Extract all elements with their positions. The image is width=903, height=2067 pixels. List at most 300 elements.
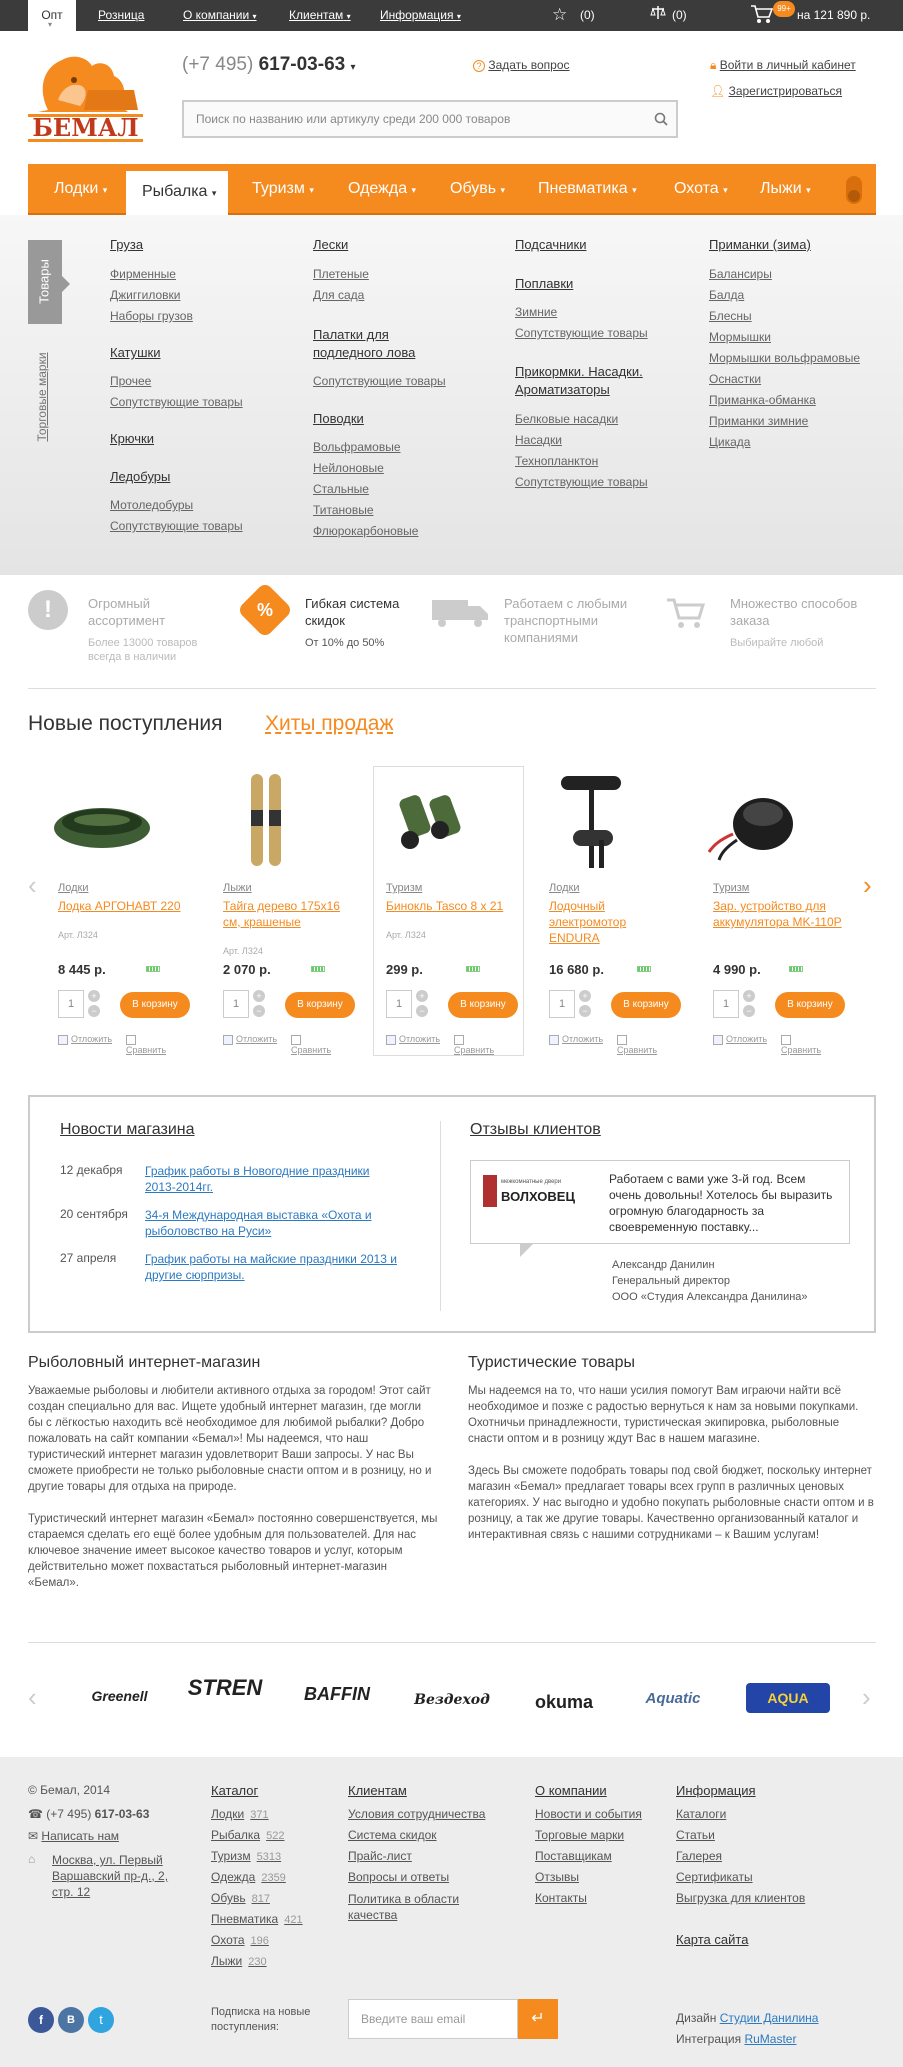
logo[interactable]	[28, 50, 143, 142]
chevron-down-icon: ▾	[723, 185, 728, 195]
dd-item[interactable]: Балансиры	[709, 267, 772, 281]
news-link[interactable]: График работы в Новогодние праздники 2013-2014гг.	[145, 1164, 370, 1194]
product-price: 8 445 р.	[58, 962, 106, 977]
stock-indicator	[466, 966, 480, 972]
scales-icon[interactable]	[650, 4, 666, 22]
catalog-name: Рыбалка	[211, 1828, 261, 1842]
dd-item[interactable]: Мормышки	[709, 330, 771, 344]
postpone-checkbox[interactable]	[58, 1034, 112, 1045]
qty-minus-button[interactable]: −	[579, 1005, 591, 1017]
dd-item[interactable]: Сопутствующие товары	[110, 519, 243, 533]
postpone-label: Отложить	[71, 1034, 113, 1044]
compare-checkbox[interactable]	[454, 1034, 504, 1055]
footer-catalog-item[interactable]	[211, 1849, 281, 1863]
checkbox-icon	[549, 1035, 559, 1045]
news-title[interactable]: Новости магазина	[60, 1121, 195, 1138]
compare-count: (0)	[672, 8, 687, 22]
feature-title: Гибкая система скидок	[305, 596, 400, 628]
dd-group-lines[interactable]: Лески	[313, 237, 349, 252]
brands-next-icon[interactable]: ›	[862, 1682, 871, 1712]
add-to-cart-button[interactable]: В корзину	[448, 992, 518, 1018]
chevron-down-icon: ▾	[411, 185, 417, 195]
checkbox-icon	[617, 1035, 627, 1045]
qty-plus-button[interactable]: +	[88, 990, 100, 1002]
menu-info[interactable]	[380, 8, 461, 22]
qty-minus-button[interactable]: −	[743, 1005, 755, 1017]
sitemap-link[interactable]: Карта сайта	[676, 1932, 749, 1947]
phone-code: (+7 495)	[182, 54, 254, 75]
dd-item[interactable]: Сопутствующие товары	[110, 395, 243, 409]
about-fishing-p2: Туристический интернет магазин «Бемал» постоянно совершенствуется, мы стараемся сделать его ещё более удобным для пользователей. Для нас ключевое значение имеет высокое качество товаров и услуг, которым действительно может похвастаться рыболовный интернет-магазин «Бемал».	[28, 1513, 438, 1589]
nav-item-label: Рыбалка	[142, 183, 208, 200]
tab-opt[interactable]	[28, 0, 76, 31]
footer-catalog-item[interactable]	[211, 1954, 267, 1968]
dd-item[interactable]: Белковые насадки	[515, 412, 619, 426]
product-price: 16 680 р.	[549, 962, 604, 977]
nav-item-tourism[interactable]	[252, 180, 314, 198]
cart-icon	[665, 596, 705, 630]
postpone-checkbox[interactable]	[713, 1034, 767, 1045]
compare-checkbox[interactable]	[781, 1034, 831, 1055]
dd-group-landing-nets[interactable]: Подсачники	[515, 237, 587, 252]
compare-label: Сравнить	[126, 1044, 167, 1055]
footer	[0, 1757, 903, 2067]
footer-info-item[interactable]: Сертификаты	[676, 1870, 753, 1884]
brand-logo[interactable]: BAFFIN	[304, 1684, 370, 1704]
catalog-count: 5313	[256, 1851, 282, 1863]
dd-item[interactable]: Цикада	[709, 435, 751, 449]
product-article: Арт. Л324	[223, 946, 263, 956]
dd-item[interactable]: Прочее	[110, 374, 152, 388]
dd-group-baits-l1[interactable]: Прикормки. Насадки.	[515, 364, 643, 379]
phone-icon: ☎	[28, 1807, 43, 1821]
dd-item[interactable]: Оснастки	[709, 372, 762, 386]
nav-item-label: Лодки	[54, 180, 99, 197]
product-card[interactable]	[683, 770, 842, 1060]
cart-icon[interactable]	[750, 3, 774, 25]
qty-plus-button[interactable]: +	[253, 990, 265, 1002]
chevron-down-icon: ▾	[632, 185, 637, 195]
favorites-count: (0)	[580, 8, 595, 22]
product-name[interactable]: Зар. устройство для аккумулятора MK-110P	[713, 899, 842, 929]
footer-info-item[interactable]: Каталоги	[676, 1807, 727, 1821]
qty-plus-button[interactable]: +	[743, 990, 755, 1002]
dd-group-floats[interactable]: Поплавки	[515, 276, 574, 291]
product-price: 4 990 р.	[713, 962, 761, 977]
dd-item[interactable]: Наборы грузов	[110, 309, 193, 323]
menu-about-label: О компании	[183, 8, 250, 22]
add-to-cart-button[interactable]: В корзину	[611, 992, 681, 1018]
postpone-label: Отложить	[236, 1034, 278, 1044]
catalog-count: 817	[251, 1893, 270, 1905]
postpone-label: Отложить	[399, 1034, 441, 1044]
about-tourism	[468, 1355, 878, 1543]
top-bar	[0, 0, 903, 31]
cart-total[interactable]: на 121 890 р.	[797, 8, 871, 22]
nav-item-skis[interactable]	[760, 180, 811, 198]
vtab-brands-label: Торговые марки	[35, 352, 49, 442]
about-tourism-p1: Мы надеемся на то, что наши усилия помогут Вам играючи найти всё необходимое и позже с радостью вернуться к нам за новыми покупками. Охотничьи принадлежности, туристическая экипировка, рыболовные снасти оптом и в розницу ждут Вас в нашем магазине.	[468, 1385, 859, 1445]
register-link[interactable]	[710, 84, 842, 98]
dd-item[interactable]: Джиггиловки	[110, 288, 181, 302]
about-fishing-title: Рыболовный интернет-магазин	[28, 1354, 261, 1371]
checkbox-icon	[58, 1035, 68, 1045]
review-bubble	[470, 1160, 850, 1244]
nav-item-label: Охота	[674, 180, 719, 197]
truck-icon	[432, 598, 488, 628]
tab-opt-label: Опт	[41, 8, 63, 22]
dd-item[interactable]: Сопутствующие товары	[515, 326, 648, 340]
footer-info-item[interactable]: Статьи	[676, 1828, 715, 1842]
lock-icon: 🔒︎	[710, 58, 717, 72]
star-icon[interactable]: ☆	[552, 5, 568, 24]
write-us-link[interactable]	[28, 1829, 119, 1843]
about-fishing	[28, 1355, 438, 1591]
product-card[interactable]	[28, 770, 181, 1060]
footer-company-item[interactable]: Поставщикам	[535, 1849, 612, 1863]
nav-item-label: Лыжи	[760, 180, 802, 197]
feature-title: Огромный ассортимент	[88, 596, 166, 628]
volhovets-logo-icon	[483, 1175, 497, 1207]
catalog-name: Туризм	[211, 1849, 251, 1863]
checkbox-icon	[454, 1035, 464, 1045]
postpone-label: Отложить	[562, 1034, 604, 1044]
checkbox-icon	[126, 1035, 136, 1045]
design-label: Дизайн	[676, 2011, 717, 2025]
catalog-count: 421	[284, 1914, 303, 1926]
quantity-input[interactable]: 1	[58, 990, 84, 1018]
copyright: © Бемал, 2014	[28, 1783, 111, 1797]
chevron-down-icon: ▾	[346, 12, 351, 21]
logo-small-text: межкомнатные двери	[501, 1179, 562, 1185]
dd-group-icedrills[interactable]: Ледобуры	[110, 469, 171, 484]
dd-item[interactable]: Мотоледобуры	[110, 498, 194, 512]
brand-logo[interactable]: Aquatic	[645, 1690, 701, 1707]
compare-checkbox[interactable]	[126, 1034, 176, 1055]
brand-logo[interactable]: Вездеход	[414, 1692, 490, 1708]
about-tourism-p2: Здесь Вы сможете подобрать товары под свой бюджет, поскольку интернет магазин «Бемал» предлагает товары всех групп в различных ценовых категориях. У нас выгодно и удобно покупать рыболовные снасти оптом и в розницу, а так же другие товары. Качественно организованный каталог и интерактивная связь с нашими сотрудниками – к Вашим услугам!	[468, 1465, 874, 1541]
dd-item[interactable]: Насадки	[515, 433, 562, 447]
qty-minus-button[interactable]: −	[253, 1005, 265, 1017]
product-name[interactable]: Лодка АРГОНАВТ 220	[58, 899, 181, 913]
product-category[interactable]: Лодки	[549, 882, 580, 894]
footer-company-item[interactable]: Контакты	[535, 1891, 587, 1905]
dd-item[interactable]: Зимние	[515, 305, 558, 319]
charger-image	[703, 770, 811, 870]
dd-item[interactable]: Технопланктон	[515, 454, 599, 468]
feature-sub: Выбирайте любой	[730, 637, 824, 649]
quantity-input[interactable]: 1	[713, 990, 739, 1018]
dd-group-lures-winter[interactable]: Приманки (зима)	[709, 237, 811, 252]
dd-group-leashes[interactable]: Поводки	[313, 411, 364, 426]
product-name[interactable]: Тайга дерево 175х16 см, крашеные	[223, 899, 340, 929]
dd-item[interactable]: Нейлоновые	[313, 461, 384, 475]
nav-toggle[interactable]	[846, 176, 862, 204]
footer-company-title[interactable]: О компании	[535, 1783, 607, 1798]
checkbox-icon	[223, 1035, 233, 1045]
tab-bestsellers[interactable]: Хиты продаж	[265, 712, 394, 735]
catalog-name: Обувь	[211, 1891, 246, 1905]
electric-motor-image	[539, 770, 647, 870]
product-article: Арт. Л324	[386, 930, 426, 940]
product-category[interactable]: Лыжи	[223, 882, 252, 894]
dd-item[interactable]: Балда	[709, 288, 745, 302]
product-category[interactable]: Туризм	[386, 882, 423, 894]
product-category[interactable]: Лодки	[58, 882, 89, 894]
dd-group-tents-l2[interactable]: подледного лова	[313, 345, 416, 360]
stock-indicator	[789, 966, 803, 972]
brands-prev-icon[interactable]: ‹	[28, 1682, 37, 1712]
catalog-count: 371	[250, 1809, 269, 1821]
integration-label: Интеграция	[676, 2032, 742, 2046]
news-link[interactable]: 34-я Международная выставка «Охота и рыболовство на Руси»	[145, 1208, 372, 1238]
tab-new-arrivals[interactable]: Новые поступления	[28, 712, 223, 735]
product-name[interactable]: Бинокль Tasco 8 х 21	[386, 899, 504, 913]
footer-catalog-item[interactable]	[211, 1807, 269, 1821]
feature-order-methods	[665, 590, 875, 660]
fishing-dropdown	[0, 215, 903, 575]
compare-checkbox[interactable]	[617, 1034, 667, 1055]
design-link[interactable]: Студии Данилина	[719, 2011, 819, 2025]
chevron-down-icon: ▾	[350, 62, 356, 73]
dd-item[interactable]: Титановые	[313, 503, 374, 517]
nav-item-fishing[interactable]	[126, 168, 228, 215]
footer-catalog-item[interactable]	[211, 1870, 286, 1884]
postpone-checkbox[interactable]	[549, 1034, 603, 1045]
footer-catalog-item[interactable]	[211, 1912, 303, 1926]
compare-label: Сравнить	[291, 1044, 332, 1055]
footer-phone[interactable]	[28, 1807, 149, 1821]
ask-question-link[interactable]	[473, 58, 570, 72]
question-icon: ?	[473, 60, 485, 72]
footer-clients-item[interactable]: Прайс-лист	[348, 1849, 412, 1863]
quantity-input[interactable]: 1	[223, 990, 249, 1018]
dd-item[interactable]: Плетеные	[313, 267, 369, 281]
menu-clients-label: Клиентам	[289, 8, 344, 22]
compare-checkbox[interactable]	[291, 1034, 341, 1055]
nav-item-clothes[interactable]	[348, 180, 416, 198]
footer-clients-item[interactable]: Вопросы и ответы	[348, 1870, 450, 1884]
stock-indicator	[637, 966, 651, 972]
qty-minus-button[interactable]: −	[416, 1005, 428, 1017]
footer-catalog-item[interactable]	[211, 1891, 270, 1905]
dd-item[interactable]: Мормышки вольфрамовые	[709, 351, 860, 365]
email-placeholder: Введите ваш email	[361, 2012, 466, 2026]
login-label: Войти в личный кабинет	[719, 58, 856, 72]
vtab-goods-label: Товары	[36, 259, 52, 304]
brand-logo[interactable]: AQUA	[746, 1683, 830, 1713]
feature-sub: Более 13000 товаров всегда в наличии	[88, 637, 198, 663]
search-icon[interactable]	[654, 112, 668, 126]
review-text: Работаем с вами уже 3-й год. Всем очень довольны! Хотелось бы выразить огромную благодарность за своевременную поставку...	[609, 1172, 833, 1234]
dd-item[interactable]: Фирменные	[110, 267, 176, 281]
vk-icon[interactable]: B	[58, 2007, 84, 2033]
footer-info-title[interactable]: Информация	[676, 1783, 756, 1798]
stock-indicator	[146, 966, 160, 972]
chevron-down-icon: ▾	[456, 12, 461, 21]
brand-logo[interactable]: STREN	[187, 1675, 263, 1700]
brand-logo[interactable]: okuma	[534, 1692, 594, 1712]
integration-link[interactable]: RuMaster	[744, 2032, 797, 2046]
menu-clients[interactable]	[289, 8, 351, 22]
postpone-checkbox[interactable]	[223, 1034, 277, 1045]
nav-item-shoes[interactable]	[450, 180, 505, 198]
quantity-input[interactable]: 1	[386, 990, 412, 1018]
dd-item[interactable]: Приманки зимние	[709, 414, 809, 428]
product-price: 299 р.	[386, 962, 423, 977]
boat-image	[48, 770, 156, 870]
binoculars-image	[376, 770, 484, 870]
nav-item-label: Пневматика	[538, 180, 628, 197]
ask-question-label: Задать вопрос	[488, 58, 570, 72]
carousel-prev-icon[interactable]: ‹	[28, 870, 37, 900]
brand-logo[interactable]: Greenell	[91, 1688, 148, 1704]
review-author: Александр Данилин	[612, 1259, 715, 1271]
product-card[interactable]	[356, 770, 504, 1060]
login-link[interactable]	[710, 58, 856, 73]
catalog-count: 2359	[261, 1872, 286, 1884]
search-placeholder: Поиск по названию или артикулу среди 200 000 товаров	[196, 112, 511, 126]
nav-item-label: Туризм	[252, 180, 305, 197]
dd-item[interactable]: Блесны	[709, 309, 752, 323]
integration-credit	[676, 2032, 796, 2046]
product-category[interactable]: Туризм	[713, 882, 750, 894]
nav-item-pneumatics[interactable]	[538, 180, 637, 198]
menu-info-label: Информация	[380, 8, 454, 22]
product-name[interactable]: Лодочный электромотор ENDURA	[549, 899, 627, 945]
divider	[28, 688, 876, 689]
add-to-cart-button[interactable]: В корзину	[775, 992, 845, 1018]
header-phone[interactable]	[182, 54, 356, 76]
footer-company-item[interactable]: Новости и события	[535, 1807, 642, 1821]
feature-discounts	[245, 590, 435, 660]
dd-item[interactable]: Флюрокарбоновые	[313, 524, 419, 538]
mail-icon: ✉	[28, 1829, 39, 1843]
compare-label: Сравнить	[617, 1044, 658, 1055]
footer-clients-item[interactable]: Система скидок	[348, 1828, 437, 1842]
map-icon: ⌂	[28, 1852, 36, 1866]
footer-catalog-item[interactable]	[211, 1933, 269, 1947]
twitter-icon[interactable]: t	[88, 2007, 114, 2033]
nav-item-boats[interactable]	[54, 180, 107, 198]
phone-number: 617-03-63	[258, 54, 346, 75]
dd-item[interactable]: Приманка-обманка	[709, 393, 816, 407]
reviews-title[interactable]: Отзывы клиентов	[470, 1121, 601, 1138]
feature-title: Множество способов заказа	[730, 596, 858, 628]
search-input[interactable]	[182, 100, 678, 138]
enter-arrow-icon: ↵	[531, 2010, 545, 2027]
vtab-brands[interactable]	[28, 340, 62, 460]
about-fishing-p1: Уважаемые рыболовы и любители активного отдыха за городом! Этот сайт создан специально для вас. Ищете удобный интернет магазин, где могли бы с лёгкостью находить всё необходимое для любимой рыбалки? Добро пожаловать на сайт компании «Бемал»! Мы надеемся, что наш туристический интернет магазин удовлетворит Ваши запросы. У нас Вы сможете приобрести не только рыболовные снасти оптом и в розницу, но и другие товары для отдыха на природе.	[28, 1385, 432, 1493]
carousel-next-icon[interactable]: ›	[863, 870, 872, 900]
footer-info-item[interactable]: Галерея	[676, 1849, 723, 1863]
subscribe-button[interactable]	[518, 1999, 558, 2039]
footer-company-item[interactable]: Торговые марки	[535, 1828, 625, 1842]
dd-item[interactable]: Стальные	[313, 482, 369, 496]
facebook-icon[interactable]: f	[28, 2007, 54, 2033]
vtab-arrow	[62, 276, 70, 292]
news-date: 12 декабря	[60, 1163, 123, 1177]
user-icon: 👤︎	[710, 84, 726, 98]
catalog-name: Лыжи	[211, 1954, 243, 1968]
qty-minus-button[interactable]: −	[88, 1005, 100, 1017]
postpone-label: Отложить	[726, 1034, 768, 1044]
dd-item[interactable]: Для сада	[313, 288, 365, 302]
dd-group-weights[interactable]: Груза	[110, 237, 144, 252]
qty-plus-button[interactable]: +	[416, 990, 428, 1002]
logo-big-text: ВОЛХОВЕЦ	[501, 1189, 575, 1204]
footer-catalog-item[interactable]	[211, 1828, 284, 1842]
quantity-input[interactable]: 1	[549, 990, 575, 1018]
logo-text: БЕМАЛ	[28, 114, 143, 142]
vtab-goods[interactable]	[28, 240, 62, 324]
chevron-down-icon: ▾	[252, 12, 257, 21]
nav-item-label: Обувь	[450, 180, 497, 197]
postpone-checkbox[interactable]	[386, 1034, 440, 1045]
dd-group-hooks[interactable]: Крючки	[110, 431, 154, 446]
product-card[interactable]	[193, 770, 341, 1060]
add-to-cart-button[interactable]: В корзину	[285, 992, 355, 1018]
chevron-down-icon: ▾	[500, 185, 506, 195]
feature-assortment	[28, 590, 228, 663]
about-tourism-title: Туристические товары	[468, 1354, 635, 1371]
register-label: Зарегистрироваться	[728, 84, 843, 98]
chevron-down-icon: ▾	[309, 185, 314, 195]
add-to-cart-button[interactable]: В корзину	[120, 992, 190, 1018]
footer-clients-item[interactable]: Условия сотрудничества	[348, 1807, 486, 1821]
product-card[interactable]	[519, 770, 667, 1060]
catalog-name: Одежда	[211, 1870, 256, 1884]
product-article: Арт. Л324	[58, 930, 98, 940]
dd-group-tents-l1[interactable]: Палатки для	[313, 327, 389, 342]
feature-sub: От 10% до 50%	[305, 637, 385, 649]
nav-item-hunting[interactable]	[674, 180, 728, 198]
email-input[interactable]	[348, 1999, 518, 2039]
news-link[interactable]: График работы на майские праздники 2013 и другие сюрпризы.	[145, 1252, 397, 1282]
checkbox-icon	[386, 1035, 396, 1045]
dd-item[interactable]: Сопутствующие товары	[313, 374, 446, 388]
link-retail[interactable]: Розница	[98, 8, 145, 22]
catalog-count: 230	[248, 1956, 267, 1968]
address-link[interactable]: Москва, ул. Первый Варшавский пр-д., 2, стр. 12	[52, 1853, 169, 1899]
lion-logo-icon	[28, 50, 143, 120]
exclamation-icon: !	[28, 590, 68, 630]
dd-item[interactable]: Вольфрамовые	[313, 440, 401, 454]
footer-company-item[interactable]: Отзывы	[535, 1870, 579, 1884]
news-date: 20 сентября	[60, 1207, 128, 1221]
chevron-down-icon: ▾	[806, 185, 811, 195]
menu-about[interactable]	[183, 8, 257, 22]
dd-group-baits-l2[interactable]: Ароматизаторы	[515, 382, 610, 397]
percent-icon: %	[237, 582, 294, 639]
chevron-down-icon: ▾	[211, 188, 217, 198]
review-position: Генеральный директор	[612, 1275, 730, 1287]
qty-plus-button[interactable]: +	[579, 990, 591, 1002]
footer-info-item[interactable]: Выгрузка для клиентов	[676, 1891, 806, 1905]
footer-catalog-title[interactable]: Каталог	[211, 1783, 259, 1798]
phone-number: 617-03-63	[94, 1807, 150, 1821]
compare-label: Сравнить	[781, 1044, 822, 1055]
dd-item[interactable]: Сопутствующие товары	[515, 475, 648, 489]
dd-group-reels[interactable]: Катушки	[110, 345, 161, 360]
footer-clients-item[interactable]: Политика в области качества	[348, 1892, 460, 1922]
compare-label: Сравнить	[454, 1044, 495, 1055]
news-date: 27 апреля	[60, 1251, 117, 1265]
footer-clients-title[interactable]: Клиентам	[348, 1783, 407, 1798]
catalog-name: Охота	[211, 1933, 245, 1947]
checkbox-icon	[713, 1035, 723, 1045]
divider	[440, 1121, 441, 1311]
